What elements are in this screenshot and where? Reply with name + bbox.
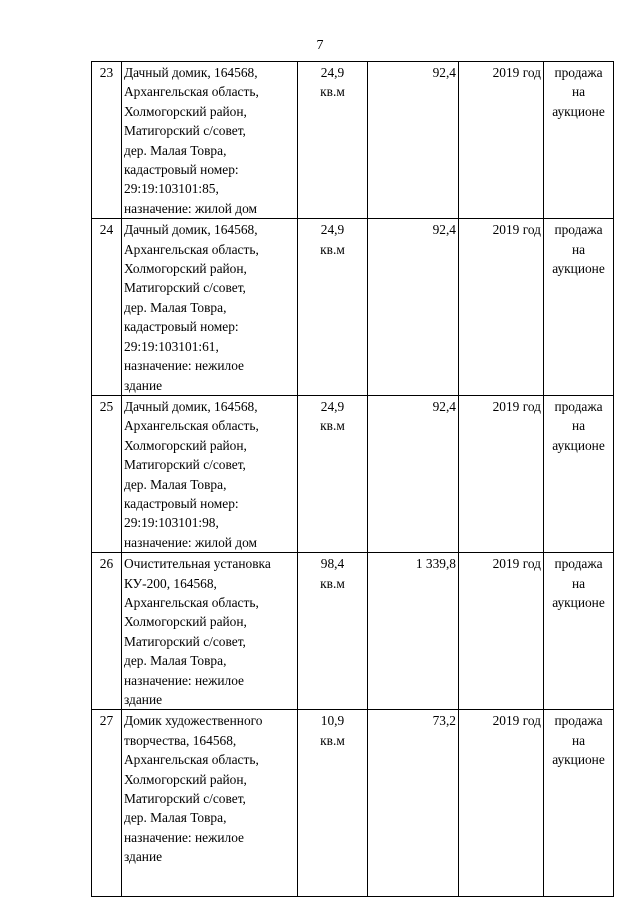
description-cell-line: Матигорский с/совет, xyxy=(124,280,246,296)
description-cell-line: КУ-200, 164568, xyxy=(124,575,217,591)
description-cell-line: здание xyxy=(124,692,163,707)
property-table xyxy=(91,61,614,897)
year-cell: 2019 год xyxy=(459,553,544,710)
method-cell-line: продажа xyxy=(554,556,603,572)
description-cell-line: Матигорский с/совет, xyxy=(124,457,246,473)
method-cell-line: продажа xyxy=(554,222,603,238)
table-row xyxy=(92,62,614,219)
area-cell xyxy=(298,62,368,219)
year-cell: 2019 год xyxy=(459,219,544,396)
description-cell-line: Архангельская область, xyxy=(124,418,259,434)
description-cell-line: Холмогорский район, xyxy=(124,437,247,453)
method-cell-line: аукционе xyxy=(552,437,605,453)
area-cell xyxy=(298,553,368,710)
value-cell: 73,2 xyxy=(368,710,459,897)
row-number-cell: 27 xyxy=(92,710,122,897)
description-cell-line: 29:19:103101:61, xyxy=(124,338,219,354)
description-cell-line: Холмогорский район, xyxy=(124,771,247,787)
description-cell xyxy=(122,395,298,552)
description-cell-line: кадастровый номер: xyxy=(124,162,239,178)
method-cell-line: на xyxy=(571,84,586,100)
year-cell: 2019 год xyxy=(459,710,544,897)
area-cell-line: кв.м xyxy=(320,84,345,100)
year-cell: 2019 год xyxy=(459,62,544,219)
area-cell xyxy=(298,710,368,897)
area-cell-line: кв.м xyxy=(320,418,345,434)
area-cell-line: кв.м xyxy=(320,241,345,257)
value-cell: 92,4 xyxy=(368,219,459,396)
method-cell-line: на xyxy=(571,241,586,257)
area-cell-line: 24,9 xyxy=(320,222,345,238)
method-cell-line: аукционе xyxy=(552,594,605,610)
area-cell-line: 24,9 xyxy=(320,65,345,80)
description-cell-line: назначение: жилой дом xyxy=(124,534,258,550)
description-cell-line: дер. Малая Товра, xyxy=(124,299,227,315)
table-row xyxy=(92,553,614,710)
description-cell-line: дер. Малая Товра, xyxy=(124,810,227,826)
property-table-body xyxy=(92,62,614,897)
value-cell: 1 339,8 xyxy=(368,553,459,710)
area-cell-line: 10,9 xyxy=(320,713,345,729)
row-number-cell: 26 xyxy=(92,553,122,710)
description-cell-line: Дачный домик, 164568, xyxy=(124,398,258,414)
description-cell-line: 29:19:103101:85, xyxy=(124,181,219,197)
method-cell-line: на xyxy=(571,732,586,748)
description-cell-line: дер. Малая Товра, xyxy=(124,653,227,669)
value-cell: 92,4 xyxy=(368,395,459,552)
method-cell-line: на xyxy=(571,418,586,434)
description-cell-line: назначение: нежилое xyxy=(124,358,245,374)
description-cell-line: кадастровый номер: xyxy=(124,319,239,335)
area-cell-line: кв.м xyxy=(320,575,345,591)
method-cell xyxy=(544,395,614,552)
description-cell-line: назначение: нежилое xyxy=(124,672,245,688)
method-cell xyxy=(544,710,614,897)
table-row xyxy=(92,395,614,552)
description-cell xyxy=(122,710,298,897)
description-cell-line: здание xyxy=(124,377,163,393)
description-cell-line: Матигорский с/совет, xyxy=(124,633,246,649)
value-cell: 92,4 xyxy=(368,62,459,219)
description-cell-line: Дачный домик, 164568, xyxy=(124,222,258,238)
method-cell xyxy=(544,553,614,710)
method-cell-line: продажа xyxy=(554,398,603,414)
description-cell-line: Архангельская область, xyxy=(124,84,259,100)
description-cell-line: Дачный домик, 164568, xyxy=(124,65,258,80)
description-cell-line: здание xyxy=(124,849,163,865)
method-cell-line: на xyxy=(571,575,586,591)
description-cell-line: Архангельская область, xyxy=(124,594,259,610)
method-cell-line: продажа xyxy=(554,713,603,729)
description-cell-line: кадастровый номер: xyxy=(124,495,239,511)
table-row xyxy=(92,710,614,897)
description-cell-line: Холмогорский район, xyxy=(124,103,247,119)
page-number: 7 xyxy=(316,38,324,53)
description-cell-line: Холмогорский район, xyxy=(124,614,247,630)
method-cell-line: аукционе xyxy=(552,103,605,119)
row-number-cell: 24 xyxy=(92,219,122,396)
method-cell-line: аукционе xyxy=(552,752,605,768)
description-cell xyxy=(122,219,298,396)
row-number-cell: 25 xyxy=(92,395,122,552)
method-cell xyxy=(544,219,614,396)
description-cell-line: Архангельская область, xyxy=(124,752,259,768)
description-cell-line: назначение: нежилое xyxy=(124,829,245,845)
method-cell-line: аукционе xyxy=(552,261,605,277)
description-cell-line: Холмогорский район, xyxy=(124,261,247,277)
area-cell xyxy=(298,395,368,552)
year-cell: 2019 год xyxy=(459,395,544,552)
area-cell-line: 24,9 xyxy=(320,398,345,414)
method-cell-line: продажа xyxy=(554,65,603,80)
table-row xyxy=(92,219,614,396)
row-number-cell: 23 xyxy=(92,62,122,219)
description-cell-line: дер. Малая Товра, xyxy=(124,142,227,158)
description-cell-line: Очистительная установка xyxy=(124,556,271,572)
description-cell xyxy=(122,553,298,710)
description-cell-line: Архангельская область, xyxy=(124,241,259,257)
description-cell-line: назначение: жилой дом xyxy=(124,200,258,216)
description-cell-line: Матигорский с/совет, xyxy=(124,791,246,807)
area-cell xyxy=(298,219,368,396)
description-cell-line: Домик художественного xyxy=(124,713,263,729)
description-cell-line: дер. Малая Товра, xyxy=(124,476,227,492)
description-cell xyxy=(122,62,298,219)
area-cell-line: 98,4 xyxy=(320,556,345,572)
area-cell-line: кв.м xyxy=(320,732,345,748)
description-cell-line: Матигорский с/совет, xyxy=(124,123,246,139)
description-cell-line: творчества, 164568, xyxy=(124,732,237,748)
description-cell-line: 29:19:103101:98, xyxy=(124,515,219,531)
method-cell xyxy=(544,62,614,219)
